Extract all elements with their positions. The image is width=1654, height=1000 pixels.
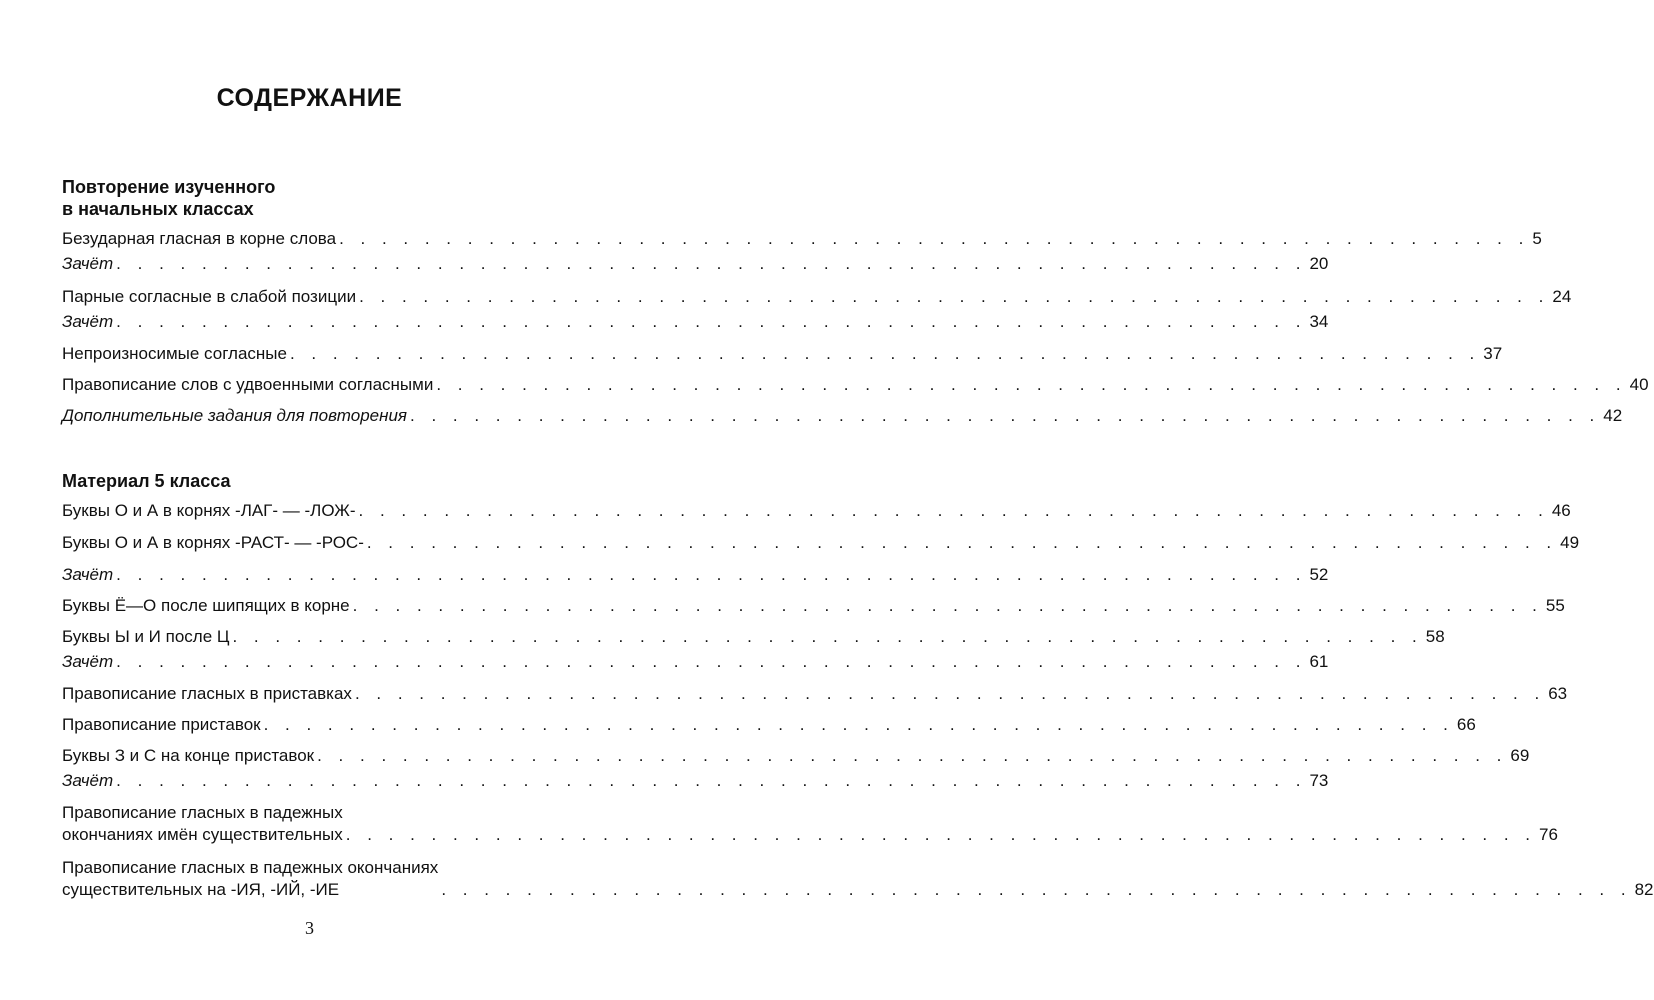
toc-entry-page: 40 [1629, 375, 1649, 394]
toc-entry[interactable] [62, 802, 1558, 846]
toc-entry-page: 52 [1309, 565, 1329, 584]
toc-entry-title: Буквы Ё—О после шипящих в корне [62, 596, 350, 615]
toc-entry[interactable] [62, 286, 1572, 308]
toc-entry-title: Буквы Ы и И после Ц [62, 627, 230, 646]
dot-leader: . . . . . . . . . . . . . . . . . . . . . . . . . . . . . . . . . . . . . . . . . . . . . . . . . . . . . . . . [410, 406, 1601, 425]
toc-entry-title: Буквы О и А в корнях -ЛАГ- — -ЛОЖ- [62, 501, 356, 520]
toc-entry-title: Зачёт [62, 771, 114, 790]
dot-leader: . . . . . . . . . . . . . . . . . . . . . . . . . . . . . . . . . . . . . . . . . . . . . . . . . . . . . . . . [358, 501, 1549, 520]
toc-entry-title: Правописание приставок [62, 715, 261, 734]
toc-entry-title: Правописание гласных в падежных окончаниях существительных на -ИЯ, -ИЙ, -ИЕ [62, 858, 439, 899]
section-heading-grade5: Материал 5 класса [62, 471, 231, 491]
toc-entry-title: Правописание гласных в падежных окончаниях имён существительных [62, 803, 343, 844]
toc-entry-title: Зачёт [62, 652, 114, 671]
toc-entry[interactable] [62, 253, 1329, 275]
toc-entry-page: 82 [1634, 880, 1654, 899]
dot-leader: . . . . . . . . . . . . . . . . . . . . . . . . . . . . . . . . . . . . . . . . . . . . . . . . . . . . . . . . [263, 715, 1454, 734]
toc-entry-title: Буквы З и С на конце приставок [62, 746, 315, 765]
dot-leader: . . . . . . . . . . . . . . . . . . . . . . . . . . . . . . . . . . . . . . . . . . . . . . . . . . . . . . . . [345, 825, 1537, 844]
dot-leader: . . . . . . . . . . . . . . . . . . . . . . . . . . . . . . . . . . . . . . . . . . . . . . . . . . . . . . . . [441, 880, 1632, 899]
toc-entry[interactable] [62, 532, 1580, 554]
toc-entry-page: 24 [1552, 287, 1572, 306]
toc-entry[interactable] [62, 651, 1329, 673]
page-number: 3 [305, 918, 314, 938]
toc-entry-title: Зачёт [62, 565, 114, 584]
toc-entry-title: Буквы О и А в корнях -РАСТ- — -РОС- [62, 533, 364, 552]
dot-leader: . . . . . . . . . . . . . . . . . . . . . . . . . . . . . . . . . . . . . . . . . . . . . . . . . . . . . . . . [116, 565, 1307, 584]
toc-entry-title: Безударная гласная в корне слова [62, 229, 337, 248]
dot-leader: . . . . . . . . . . . . . . . . . . . . . . . . . . . . . . . . . . . . . . . . . . . . . . . . . . . . . . . . [354, 684, 1546, 703]
toc-entry-page: 49 [1560, 533, 1580, 552]
toc-entry[interactable] [62, 228, 1542, 250]
toc-entry[interactable] [62, 405, 1623, 427]
toc-entry-page: 42 [1603, 406, 1623, 425]
section-heading-review: Повторение изученного в начальных классах [62, 177, 276, 219]
dot-leader: . . . . . . . . . . . . . . . . . . . . . . . . . . . . . . . . . . . . . . . . . . . . . . . . . . . . . . . . [317, 746, 1508, 765]
toc-entry[interactable] [62, 311, 1329, 333]
toc-entry-page: 69 [1510, 746, 1530, 765]
toc-entry-title: Дополнительные задания для повторения [62, 406, 408, 425]
toc-entry[interactable] [62, 500, 1571, 522]
toc-entry-page: 66 [1456, 715, 1476, 734]
toc-entry-title: Зачёт [62, 312, 114, 331]
dot-leader: . . . . . . . . . . . . . . . . . . . . . . . . . . . . . . . . . . . . . . . . . . . . . . . . . . . . . . . . [116, 312, 1307, 331]
dot-leader: . . . . . . . . . . . . . . . . . . . . . . . . . . . . . . . . . . . . . . . . . . . . . . . . . . . . . . . . [232, 627, 1423, 646]
toc-entry[interactable] [62, 683, 1568, 705]
dot-leader: . . . . . . . . . . . . . . . . . . . . . . . . . . . . . . . . . . . . . . . . . . . . . . . . . . . . . . . . [366, 533, 1558, 552]
toc-entry-page: 76 [1539, 825, 1558, 844]
toc-entry[interactable] [62, 770, 1329, 792]
dot-leader: . . . . . . . . . . . . . . . . . . . . . . . . . . . . . . . . . . . . . . . . . . . . . . . . . . . . . . . . [116, 254, 1307, 273]
toc-entry[interactable] [62, 595, 1565, 617]
toc-entry-title: Правописание гласных в приставках [62, 684, 352, 703]
toc-entry-title: Правописание слов с удвоенными согласными [62, 375, 434, 394]
toc-entry[interactable] [62, 714, 1476, 736]
toc-entry-page: 46 [1551, 501, 1571, 520]
toc-entry-title: Зачёт [62, 254, 114, 273]
toc-entry[interactable] [62, 564, 1329, 586]
toc-entry-page: 5 [1532, 229, 1542, 248]
toc-entry-page: 73 [1309, 771, 1329, 790]
toc-entry-page: 34 [1309, 312, 1329, 331]
page-title: СОДЕРЖАНИЕ [216, 84, 403, 112]
dot-leader: . . . . . . . . . . . . . . . . . . . . . . . . . . . . . . . . . . . . . . . . . . . . . . . . . . . . . . . . [339, 229, 1530, 248]
toc-entry[interactable] [62, 343, 1503, 365]
toc-entry[interactable] [62, 626, 1445, 648]
toc-entry-title: Непроизносимые согласные [62, 344, 287, 363]
toc-entry-page: 20 [1309, 254, 1329, 273]
dot-leader: . . . . . . . . . . . . . . . . . . . . . . . . . . . . . . . . . . . . . . . . . . . . . . . . . . . . . . . . [116, 771, 1307, 790]
toc-entry-page: 61 [1309, 652, 1329, 671]
dot-leader: . . . . . . . . . . . . . . . . . . . . . . . . . . . . . . . . . . . . . . . . . . . . . . . . . . . . . . . . [436, 375, 1627, 394]
toc-entry-page: 37 [1483, 344, 1503, 363]
toc-entry[interactable] [62, 374, 1649, 396]
toc-entry-page: 55 [1545, 596, 1565, 615]
toc-entry[interactable] [62, 745, 1530, 767]
toc-entry-page: 63 [1548, 684, 1568, 703]
dot-leader: . . . . . . . . . . . . . . . . . . . . . . . . . . . . . . . . . . . . . . . . . . . . . . . . . . . . . . . . [359, 287, 1550, 306]
dot-leader: . . . . . . . . . . . . . . . . . . . . . . . . . . . . . . . . . . . . . . . . . . . . . . . . . . . . . . . . [116, 652, 1307, 671]
toc-entry-title: Парные согласные в слабой позиции [62, 287, 357, 306]
dot-leader: . . . . . . . . . . . . . . . . . . . . . . . . . . . . . . . . . . . . . . . . . . . . . . . . . . . . . . . . [289, 344, 1481, 363]
dot-leader: . . . . . . . . . . . . . . . . . . . . . . . . . . . . . . . . . . . . . . . . . . . . . . . . . . . . . . . . [352, 596, 1543, 615]
toc-entry[interactable] [62, 857, 1654, 901]
toc-entry-page: 58 [1425, 627, 1445, 646]
